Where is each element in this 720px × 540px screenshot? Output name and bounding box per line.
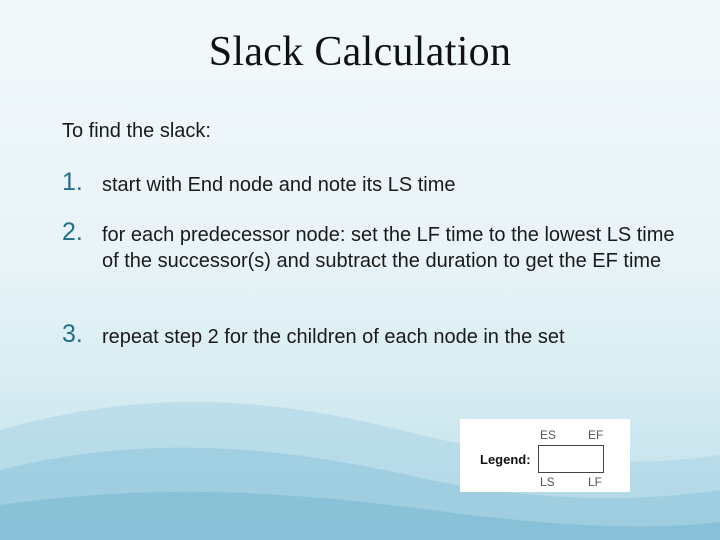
step-number: 1. (62, 168, 83, 196)
legend-label: Legend: (480, 452, 531, 467)
slide-title: Slack Calculation (208, 29, 512, 75)
step-text: start with End node and note its LS time (102, 174, 456, 196)
legend-ef: EF (588, 428, 604, 442)
step-text: for each predecessor node: set the LF time to the lowest LS time of the successor(s) and subtract the duration to get the EF time (102, 224, 675, 272)
step-text: repeat step 2 for the children of each node in the set (102, 326, 565, 348)
legend-lf: LF (588, 475, 603, 489)
legend-es: ES (540, 428, 557, 442)
legend-node-box (538, 445, 604, 473)
step-number: 2. (62, 218, 83, 246)
step-number: 3. (62, 320, 83, 348)
legend-image (460, 419, 630, 492)
legend-ls: LS (540, 475, 555, 489)
intro-text: To find the slack: (62, 120, 211, 142)
